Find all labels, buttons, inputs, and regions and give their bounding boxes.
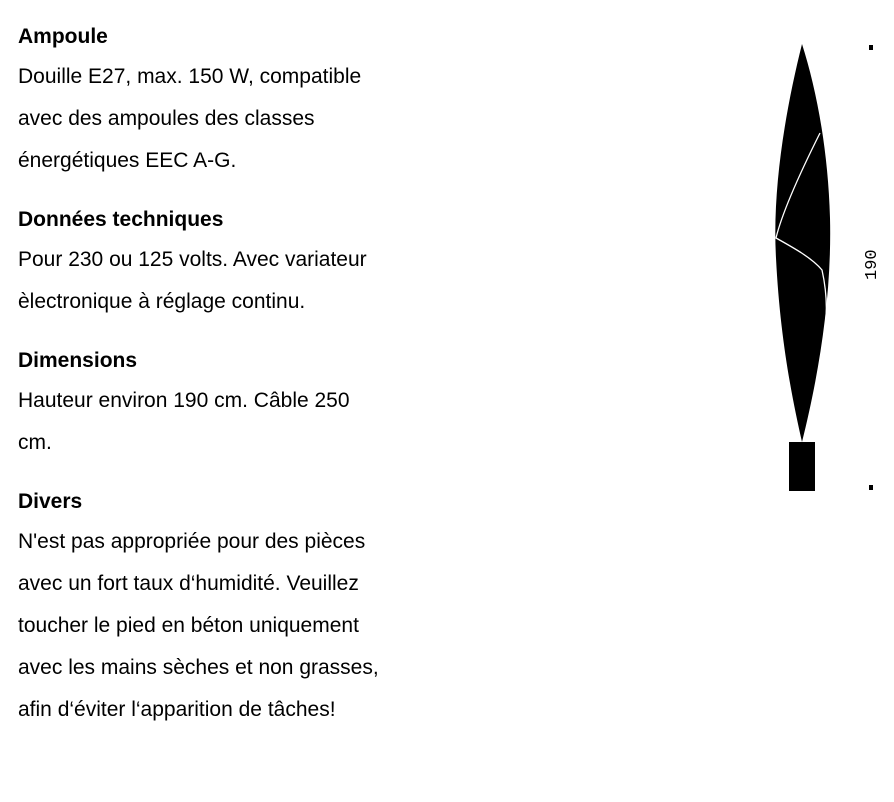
section-title-ampoule: Ampoule (18, 25, 108, 48)
section-body-donnees-techniques (18, 239, 458, 323)
text-line: N'est pas appropriée pour des pièces (18, 530, 366, 553)
text-line: èlectronique à réglage continu. (18, 290, 306, 313)
section-title-donnees-techniques: Données techniques (18, 208, 224, 231)
text-line: Douille E27, max. 150 W, compatible (18, 65, 362, 88)
text-line: afin d‘éviter l‘apparition de tâches! (18, 698, 336, 721)
section-title-dimensions: Dimensions (18, 349, 138, 372)
lamp-shade-shape (775, 44, 830, 442)
product-specs (18, 18, 458, 750)
section-divers (18, 483, 458, 731)
text-line: Pour 230 ou 125 volts. Avec variateur (18, 248, 367, 271)
text-line: Hauteur environ 190 cm. Câble 250 (18, 389, 350, 412)
section-donnees-techniques (18, 201, 458, 323)
section-body-dimensions (18, 380, 458, 464)
lamp-base-shape (789, 442, 815, 491)
text-line: cm. (18, 431, 52, 454)
text-line: avec un fort taux d‘humidité. Veuillez (18, 572, 359, 595)
section-body-ampoule (18, 56, 458, 182)
dimension-tick-bottom (869, 485, 873, 490)
section-ampoule (18, 18, 458, 182)
text-line: énergétiques EEC A-G. (18, 149, 237, 172)
dimension-label: 190 (863, 249, 882, 280)
dimension-tick-top (869, 45, 873, 50)
section-dimensions (18, 342, 458, 464)
section-body-divers (18, 521, 458, 731)
text-line: avec les mains sèches et non grasses, (18, 656, 379, 679)
text-line: avec des ampoules des classes (18, 107, 315, 130)
text-line: toucher le pied en béton uniquement (18, 614, 359, 637)
section-title-divers: Divers (18, 490, 83, 513)
